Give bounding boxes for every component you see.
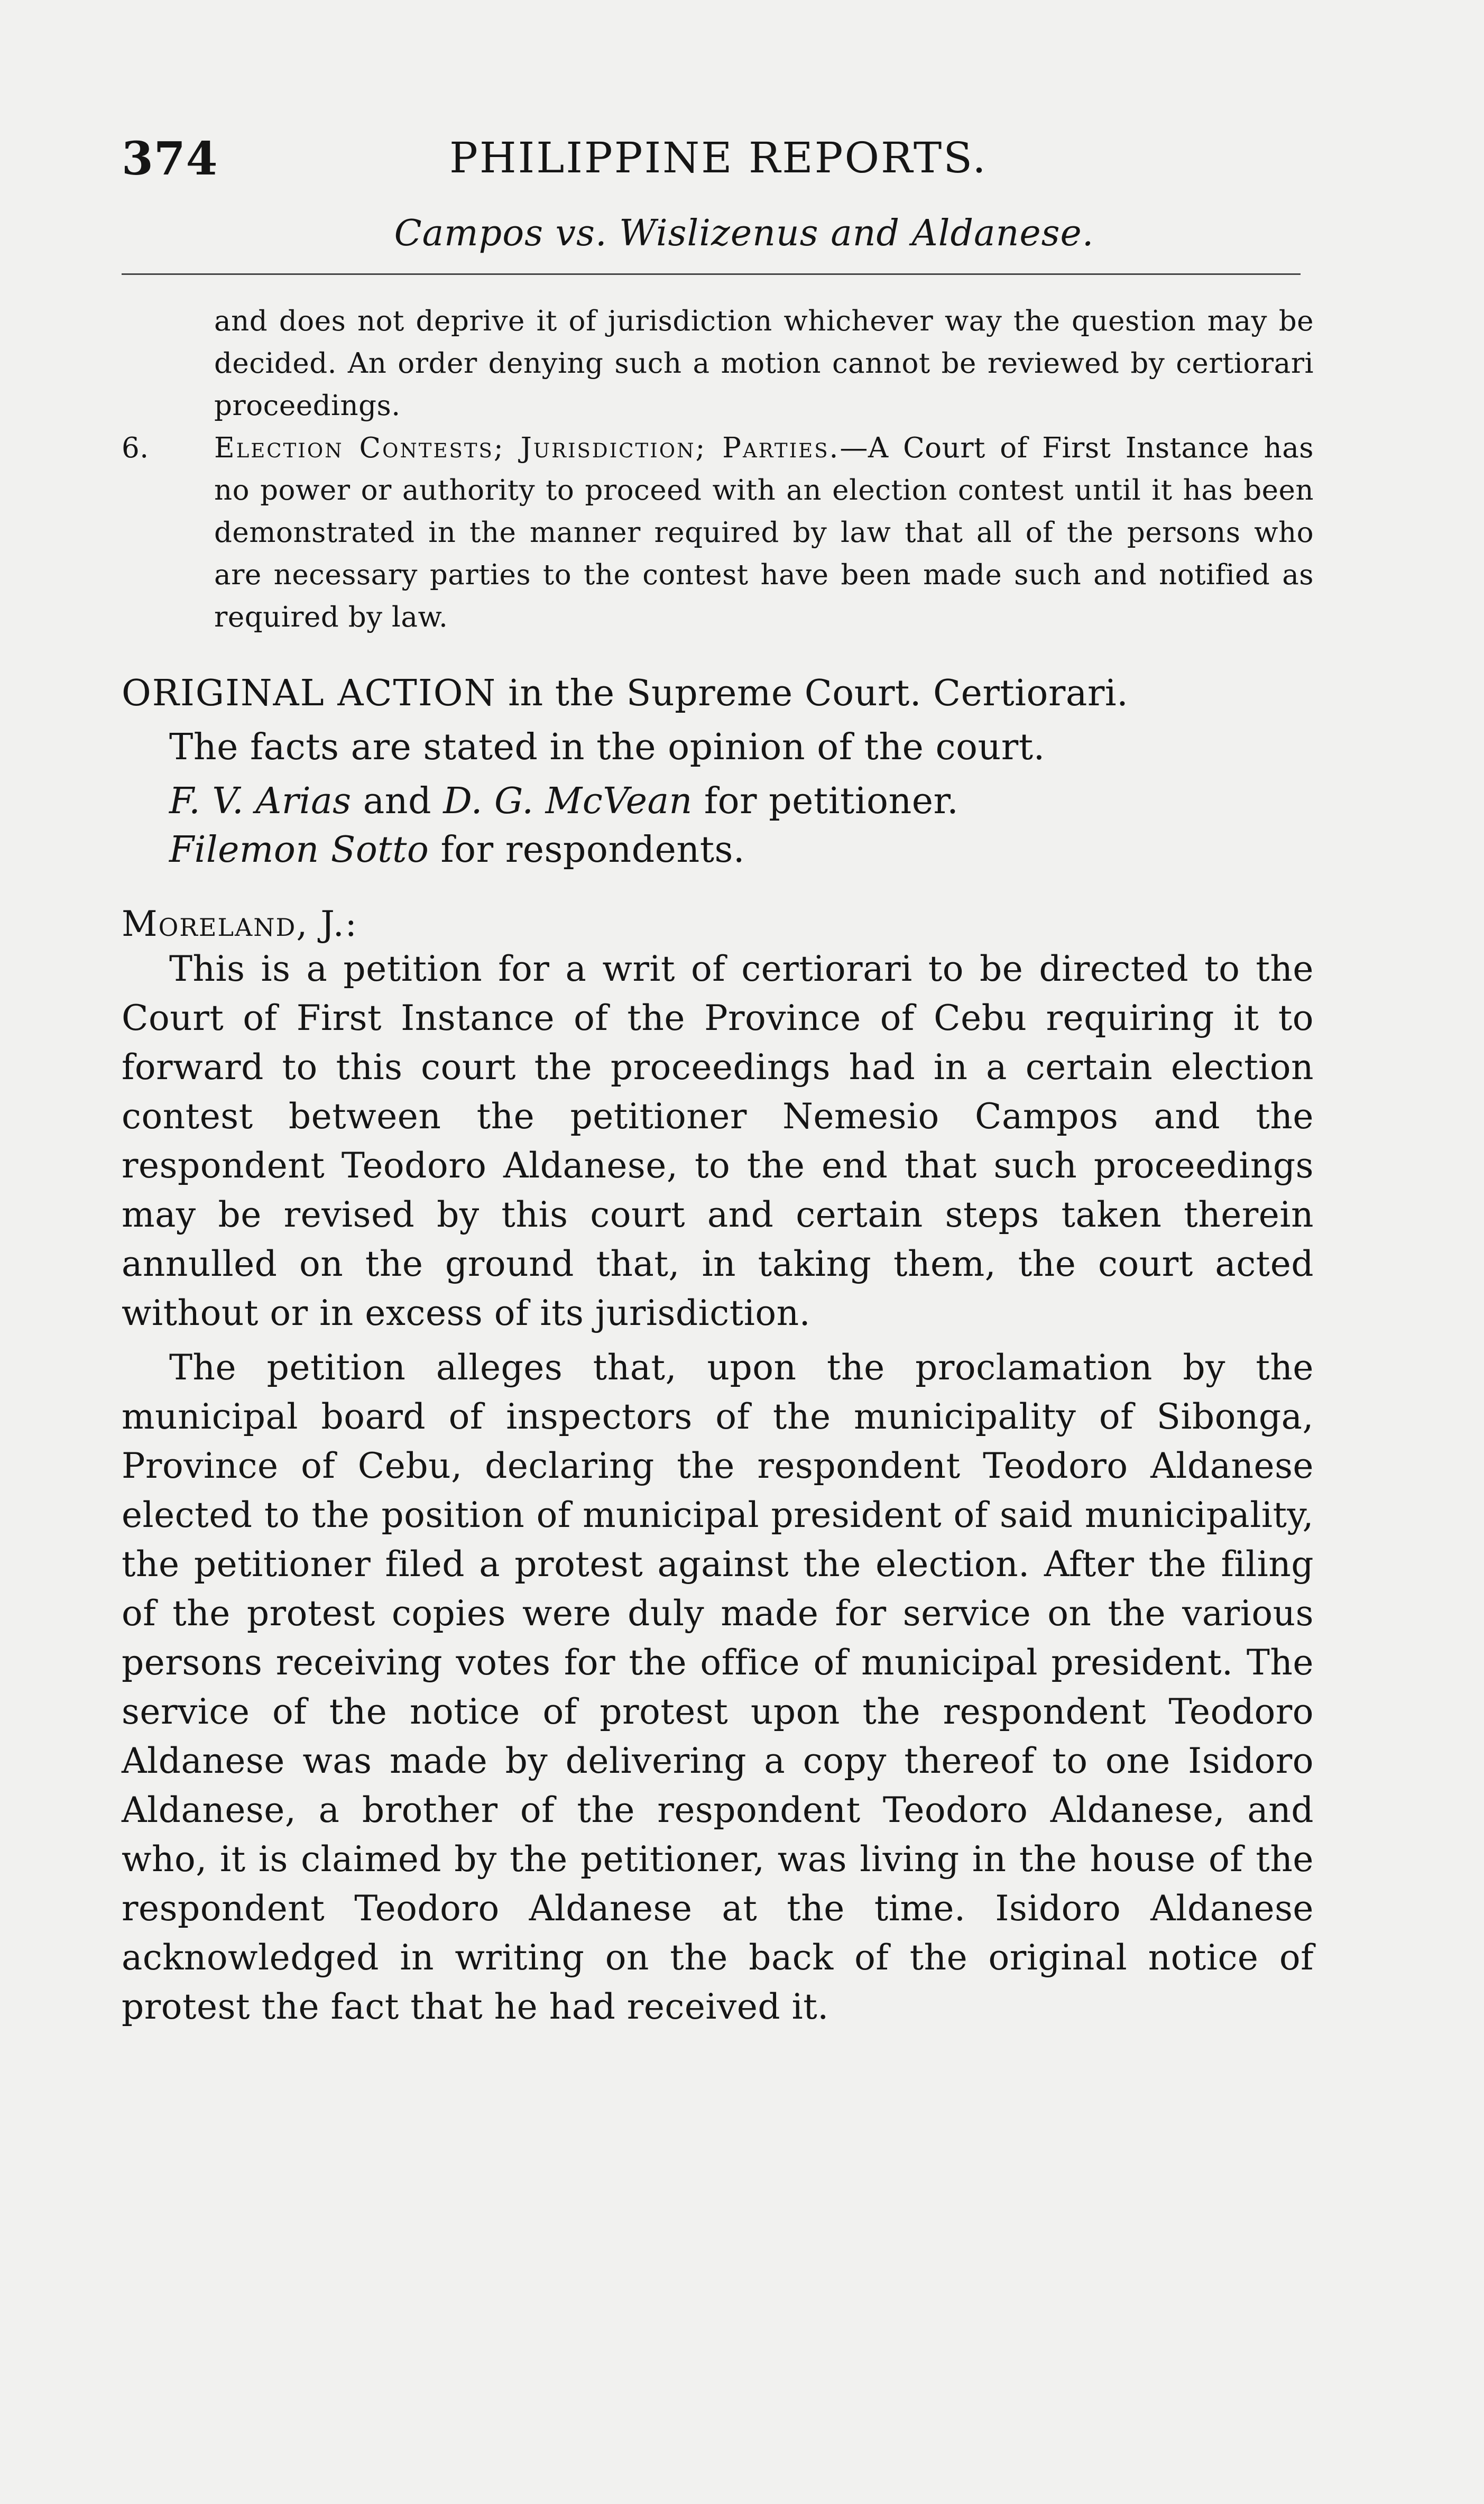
petitioner-counsel: [169, 777, 1314, 826]
respondent-counsel: [169, 826, 1314, 874]
respondent-counsel-role: for respondents.: [429, 829, 745, 871]
page-number: 374: [122, 132, 218, 186]
facts-statement: The facts are stated in the opinion of the court.: [169, 726, 1045, 768]
syllabus-item-text: —A Court of First Instance has no power or authority to proceed with an election contest until it has been demonstrated in the manner required by law that all of the persons who are necessary parties to the contest have been made such and notified as required by law.: [214, 432, 1314, 633]
respondent-counsel-name: Filemon Sotto: [169, 829, 429, 871]
header-rule: [122, 273, 1301, 275]
petitioner-counsel-second-name: D. G. McVean: [443, 780, 693, 822]
syllabus-item-number: 6.: [122, 432, 149, 464]
case-information: [122, 669, 1314, 944]
original-action-text: in the Supreme Court. Certiorari.: [496, 673, 1129, 714]
opinion-text: [122, 944, 1314, 2031]
law-report-page: [122, 132, 1314, 2031]
original-action: [122, 669, 1314, 718]
opinion-paragraph-2: The petition alleges that, upon the proclamation by the municipal board of inspectors of the municipality of Sibonga, Province of Cebu, declaring the respondent Teodoro Aldanese elected to the position of municipal president of said municipality, the petitioner filed a protest against the election. After the filing of the protest copies were duly made for service on the various persons receiving votes for the office of municipal president. The service of the notice of protest upon the respondent Teodoro Aldanese was made by delivering a copy thereof to one Isidoro Aldanese, a brother of the respondent Teodoro Aldanese, and who, it is claimed by the petitioner, was living in the house of the respondent Teodoro Aldanese at the time. Isidoro Aldanese acknowledged in writing on the back of the original notice of protest the fact that he had received it.: [122, 1347, 1314, 2027]
syllabus-item-6: [122, 427, 1314, 639]
syllabus-item-title: Election Contests; Jurisdiction; Parties.: [214, 432, 840, 464]
counsel-section: [122, 777, 1314, 874]
justice-name: Moreland, J.:: [122, 904, 358, 944]
opinion-paragraph-1: This is a petition for a writ of certiorari to be directed to the Court of First Instance of the Province of Cebu requiring it to forward to this court the proceedings had in a certain election contest between the petitioner Nemesio Campos and the respondent Teodoro Aldanese, to the end that such proceedings may be revised by this court and certain steps taken therein annulled on the ground that, in taking them, the court acted without or in excess of its jurisdiction.: [122, 949, 1314, 1333]
report-title: PHILIPPINE REPORTS.: [449, 133, 988, 182]
original-action-label: ORIGINAL ACTION: [122, 673, 496, 714]
petitioner-counsel-connector: and: [351, 780, 444, 822]
case-title: Campos vs. Wislizenus and Aldanese.: [394, 213, 1094, 254]
petitioner-counsel-role: for petitioner.: [692, 780, 959, 822]
syllabus-continuation: and does not deprive it of jurisdiction whichever way the question may be decided. An order denying such a motion cannot be reviewed by certiorari proceedings.: [214, 305, 1314, 422]
running-head: [122, 132, 1314, 190]
syllabus: [122, 300, 1314, 639]
petitioner-counsel-first-name: F. V. Arias: [169, 780, 352, 822]
